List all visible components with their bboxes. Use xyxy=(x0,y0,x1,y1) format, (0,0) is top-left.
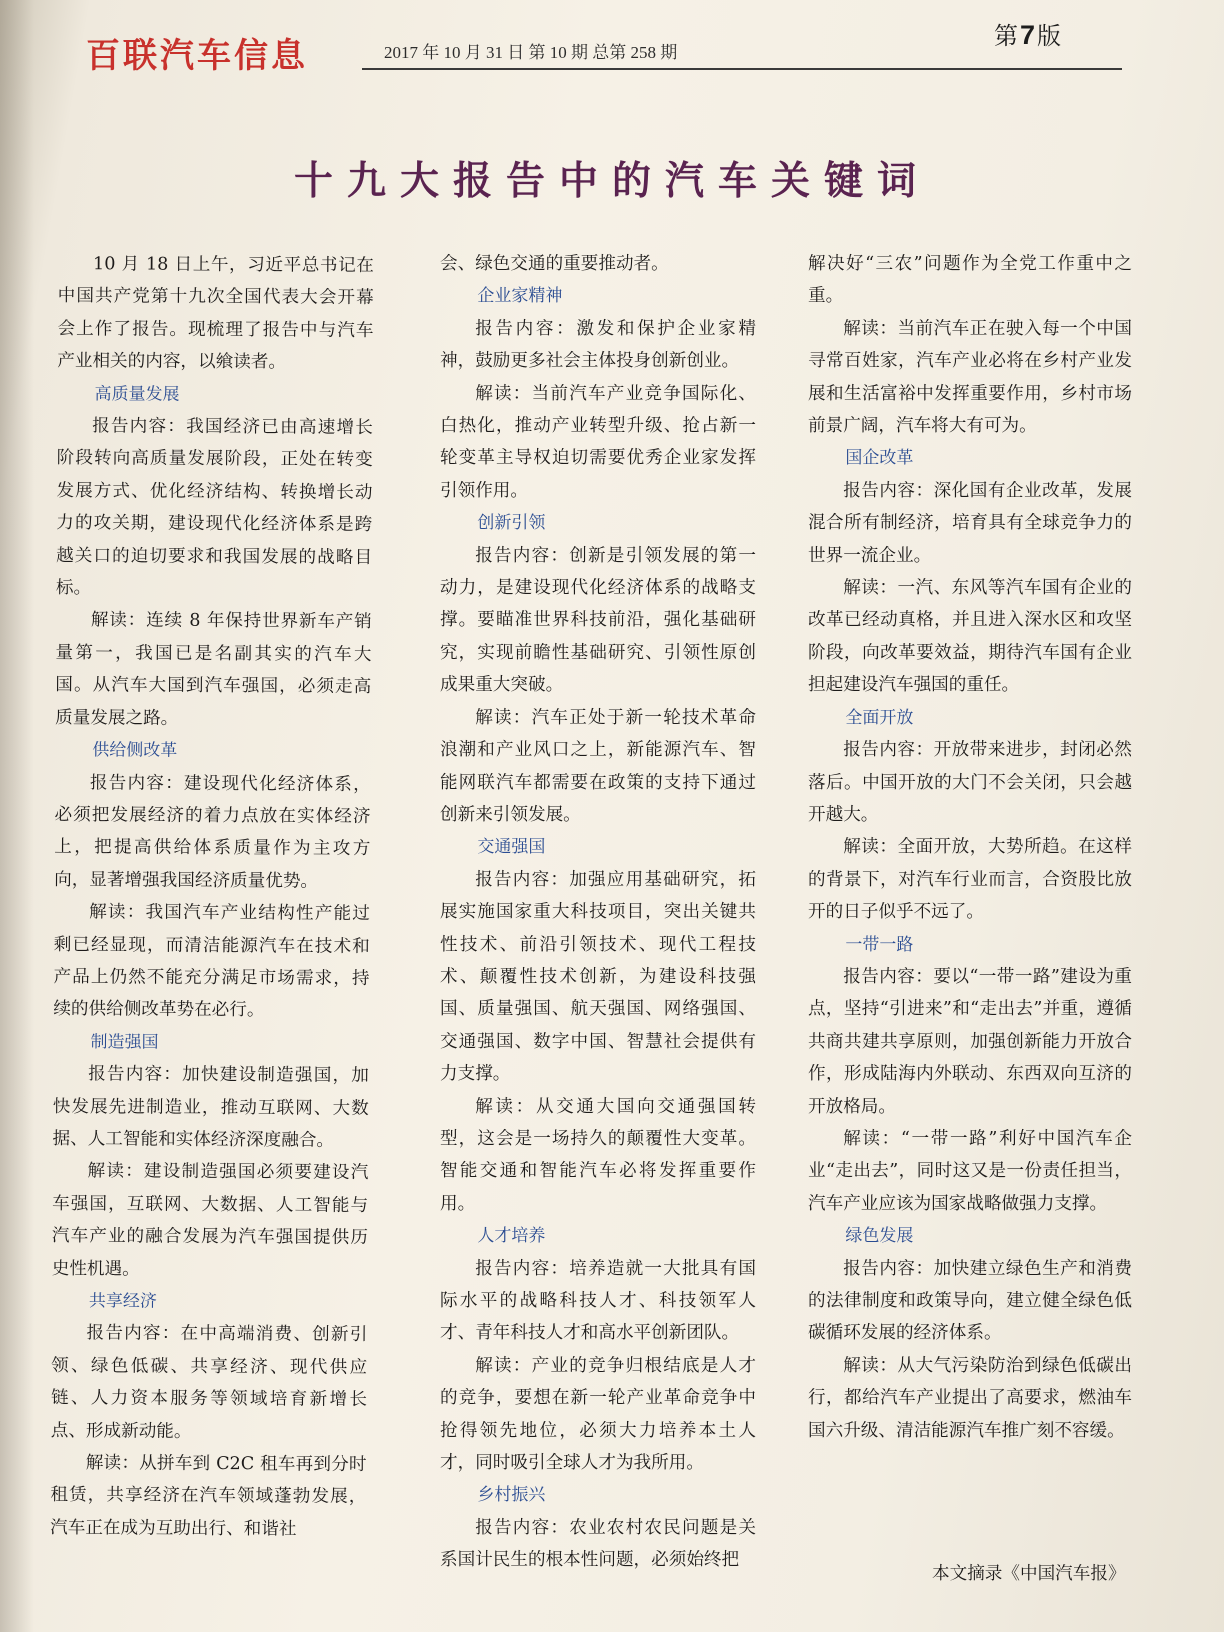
interp-label: 解读： xyxy=(90,610,147,632)
report-paragraph xyxy=(52,1058,369,1157)
report-text: 创新是引领发展的第一动力，是建设现代化经济体系的战略支撑。要瞄准世界科技前沿，强化基础研究，实现前瞻性基础研究、引领性原创成果重大突破。 xyxy=(440,545,756,696)
report-label: 报告内容： xyxy=(475,869,570,890)
continued-text: 解决好“三农”问题作为全党工作重中之重。 xyxy=(808,254,1132,307)
interp-paragraph xyxy=(52,1155,369,1287)
report-text: 深化国有企业改革，发展混合所有制经济，培育具有全球竞争力的世界一流企业。 xyxy=(808,480,1132,566)
page-shadow xyxy=(0,0,34,1632)
section-title: 绿色发展 xyxy=(845,1226,914,1247)
interp-text: 从大气污染防治到绿色低碳出行，都给汽车产业提出了高要求，燃油车国六升级、清洁能源汽车推广刻不容缓。 xyxy=(808,1355,1132,1441)
report-text: 我国经济已由高速增长阶段转向高质量发展阶段，正处在转变发展方式、优化经济结构、转换增长动力的攻关期，建设现代化经济体系是跨越关口的迫切要求和我国发展的战略目标。 xyxy=(55,416,373,599)
masthead xyxy=(0,0,1224,90)
interp-paragraph xyxy=(440,1091,756,1221)
interp-paragraph xyxy=(808,1350,1132,1447)
report-paragraph xyxy=(808,475,1132,572)
interp-label: 解读： xyxy=(475,1096,536,1117)
issue-date: 2017 年 10 月 31 日 第 10 期 总第 258 期 xyxy=(384,43,678,62)
section-title: 创新引领 xyxy=(477,513,546,534)
report-label: 报告内容： xyxy=(88,1064,183,1085)
interp-paragraph xyxy=(808,831,1132,928)
column-2 xyxy=(440,248,756,1577)
interp-text: 我国汽车产业结构性产能过剩已经显现，而清洁能源汽车在技术和产品上仍然不能充分满足市场需求，持续的供给侧改革势在必行。 xyxy=(53,902,370,1021)
report-paragraph xyxy=(56,410,373,606)
interp-text: 全面开放，大势所趋。在这样的背景下，对汽车行业而言，合资股比放开的日子似乎不远了。 xyxy=(808,837,1132,923)
section-title: 国企改革 xyxy=(845,448,914,469)
report-label: 报告内容： xyxy=(86,1323,181,1345)
edition-number: 7 xyxy=(1020,20,1036,50)
report-text: 加快建立绿色生产和消费的法律制度和政策导向，建立健全绿色低碳循环发展的经济体系。 xyxy=(808,1258,1132,1344)
section-title: 高质量发展 xyxy=(94,383,180,405)
report-paragraph xyxy=(808,1253,1132,1350)
report-text: 农业农村农民问题是关系国计民生的根本性问题，必须始终把 xyxy=(440,1517,756,1571)
header-rule xyxy=(362,68,1122,70)
section-title: 企业家精神 xyxy=(477,286,563,307)
interp-label: 解读： xyxy=(85,1453,140,1474)
edition-suffix: 版 xyxy=(1037,24,1062,50)
interp-label: 解读： xyxy=(89,902,146,923)
interp-text: 连续 8 年保持世界新车产销量第一，我国已是名副其实的汽车大国。从汽车大国到汽车强国，必须走高质量发展之路。 xyxy=(55,611,372,729)
section-title: 供给侧改革 xyxy=(92,740,178,761)
intro-paragraph: 10 月 18 日上午，习近平总书记在中国共产党第十九次全国代表大会开幕会上作了报告。现梳理了报告中与汽车产业相关的内容，以飨读者。 xyxy=(57,254,374,373)
column-3 xyxy=(808,248,1132,1447)
edition-label xyxy=(994,16,1061,51)
interp-text: 当前汽车正在驶入每一个中国寻常百姓家，汽车产业必将在乡村产业发展和生活富裕中发挥重要作用，乡村市场前景广阔，汽车将大有可为。 xyxy=(808,318,1132,437)
section-title: 人才培养 xyxy=(477,1226,546,1247)
interp-label: 解读： xyxy=(843,837,898,858)
brand-title: 百联汽车信息 xyxy=(86,36,308,76)
interp-label: 解读： xyxy=(475,1355,532,1376)
section-title: 交通强国 xyxy=(477,837,546,858)
interp-paragraph xyxy=(808,313,1132,443)
interp-text: 一汽、东风等汽车国有企业的改革已经动真格，并且进入深水区和攻坚阶段，向改革要效益，期待汽车国有企业担起建设汽车强国的重任。 xyxy=(808,578,1132,696)
report-label: 报告内容： xyxy=(843,966,934,987)
interp-label: 解读： xyxy=(843,1128,901,1149)
interp-label: 解读： xyxy=(843,1355,898,1376)
report-paragraph xyxy=(440,864,756,1091)
interp-paragraph xyxy=(53,896,370,1028)
column-1 xyxy=(50,248,374,1546)
report-text: 培养造就一大批具有国际水平的战略科技人才、科技领军人才、青年科技人才和高水平创新团队。 xyxy=(440,1258,756,1344)
interp-label: 解读： xyxy=(475,383,532,404)
report-label: 报告内容： xyxy=(843,740,934,761)
interp-text: 建设制造强国必须要建设汽车强国，互联网、大数据、人工智能与汽车产业的融合发展为汽车强国提供历史性机遇。 xyxy=(51,1161,369,1280)
report-text: 在中高端消费、创新引领、绿色低碳、共享经济、现代供应链、人力资本服务等领域培育新增长点、形成新动能。 xyxy=(50,1324,368,1442)
report-paragraph xyxy=(51,1317,368,1449)
report-label: 报告内容： xyxy=(475,1258,570,1279)
report-paragraph xyxy=(808,961,1132,1123)
interp-label: 解读： xyxy=(843,318,898,339)
report-text: 激发和保护企业家精神，鼓励更多社会主体投身创新创业。 xyxy=(440,318,756,372)
interp-label: 解读： xyxy=(843,578,898,599)
report-label: 报告内容： xyxy=(92,416,187,437)
report-text: 加强应用基础研究，拓展实施国家重大科技项目，突出关键共性技术、前沿引领技术、现代工程技术、颠覆性技术创新，为建设科技强国、质量强国、航天强国、网络强国、交通强国、数字中国、智慧社会提供有力支撑。 xyxy=(440,869,756,1085)
interp-paragraph xyxy=(55,604,372,736)
interp-text: 当前汽车产业竞争国际化、白热化，推动产业转型升级、抢占新一轮变革主导权迫切需要优秀企业家发挥引领作用。 xyxy=(440,383,756,501)
interp-paragraph xyxy=(440,702,756,832)
section-title: 共享经济 xyxy=(88,1291,158,1312)
report-text: 建设现代化经济体系，必须把发展经济的着力点放在实体经济上，把提高供给体系质量作为主攻方向，显著增强我国经济质量优势。 xyxy=(54,773,371,892)
report-paragraph xyxy=(54,766,371,898)
section-title: 全面开放 xyxy=(845,707,914,728)
report-label: 报告内容： xyxy=(89,772,184,794)
section-title: 一带一路 xyxy=(845,934,914,955)
report-paragraph xyxy=(440,1512,756,1577)
interp-text: 从交通大国向交通强国转型，这会是一场持久的颠覆性大变革。智能交通和智能汽车必将发挥重要作用。 xyxy=(440,1096,756,1214)
interp-text: 从拼车到 C2C 租车再到分时租赁，共享经济在汽车领域蓬勃发展，汽车正在成为互助出行、和谐社 xyxy=(50,1453,367,1540)
interp-label: 解读： xyxy=(87,1161,145,1182)
section-title: 乡村振兴 xyxy=(477,1485,546,1506)
report-label: 报告内容： xyxy=(475,318,577,339)
report-label: 报告内容： xyxy=(843,1258,934,1279)
report-paragraph xyxy=(808,734,1132,831)
report-paragraph xyxy=(440,313,756,378)
section-title: 制造强国 xyxy=(90,1031,159,1053)
interp-text: “一带一路”利好中国汽车企业“走出去”，同时这又是一份责任担当，汽车产业应该为国家战略做强力支撑。 xyxy=(808,1128,1132,1214)
interp-label: 解读： xyxy=(475,707,532,728)
interp-paragraph xyxy=(808,572,1132,702)
report-label: 报告内容： xyxy=(475,545,570,566)
report-text: 开放带来进步，封闭必然落后。中国开放的大门不会关闭，只会越开越大。 xyxy=(808,740,1132,825)
edition-prefix: 第 xyxy=(994,24,1018,50)
interp-paragraph xyxy=(440,1350,756,1480)
interp-paragraph xyxy=(440,378,756,508)
interp-paragraph xyxy=(808,1123,1132,1220)
report-text: 加快建设制造强国，加快发展先进制造业，推动互联网、大数据、人工智能和实体经济深度融合。 xyxy=(52,1064,369,1151)
report-paragraph xyxy=(440,1253,756,1350)
continued-text: 会、绿色交通的重要推动者。 xyxy=(440,254,669,274)
interp-text: 汽车正处于新一轮技术革命浪潮和产业风口之上，新能源汽车、智能网联汽车都需要在政策的支持下通过创新来引领发展。 xyxy=(440,707,756,825)
report-paragraph xyxy=(440,540,756,702)
interp-paragraph xyxy=(50,1447,367,1546)
source-credit: 本文摘录《中国汽车报》 xyxy=(932,1564,1126,1584)
report-label: 报告内容： xyxy=(843,480,934,501)
report-text: 要以“一带一路”建设为重点，坚持“引进来”和“走出去”并重，遵循共商共建共享原则，加强创新能力开放合作，形成陆海内外联动、东西双向互济的开放格局。 xyxy=(808,966,1132,1117)
report-label: 报告内容： xyxy=(475,1517,570,1538)
interp-text: 产业的竞争归根结底是人才的竞争，要想在新一轮产业革命竞争中抢得领先地位，必须大力培养本土人才，同时吸引全球人才为我所用。 xyxy=(440,1355,756,1474)
article-title: 十九大报告中的汽车关键词 xyxy=(293,159,930,204)
